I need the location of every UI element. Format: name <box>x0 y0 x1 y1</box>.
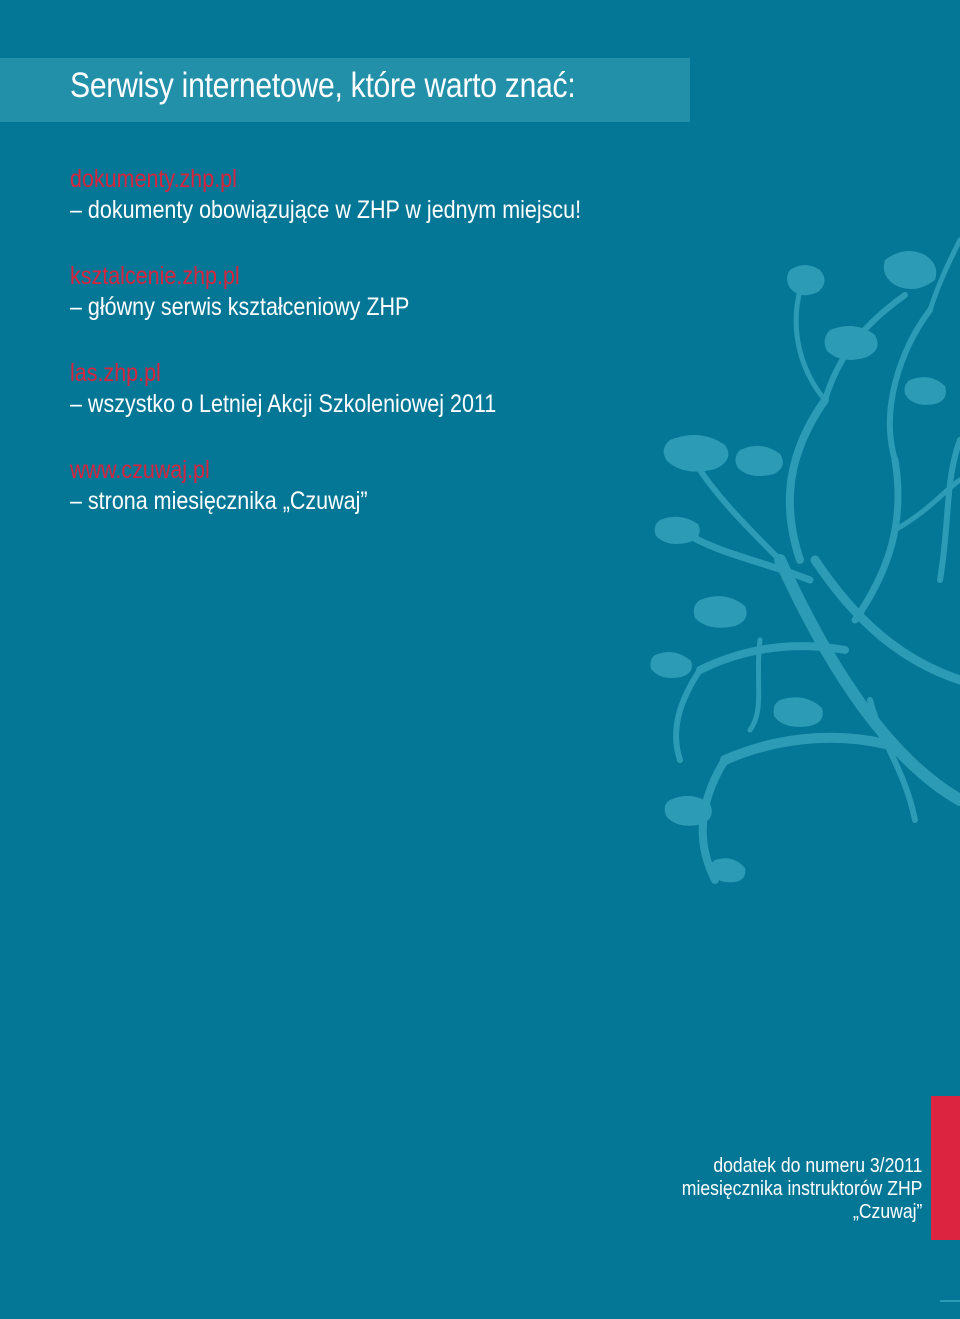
link-las[interactable]: las.zhp.pl <box>70 359 161 387</box>
link-description: – wszystko o Letniej Akcji Szkoleniowej 2011 <box>70 390 497 418</box>
link-description: – główny serwis kształceniowy ZHP <box>70 293 410 321</box>
link-czuwaj[interactable]: www.czuwaj.pl <box>70 456 210 484</box>
red-edge-tab <box>931 1096 960 1240</box>
link-dokumenty[interactable]: dokumenty.zhp.pl <box>70 165 237 193</box>
issue-note-line: „Czuwaj” <box>852 1201 922 1223</box>
corner-trim-mark <box>940 1296 960 1306</box>
issue-note <box>649 1155 922 1224</box>
tree-illustration <box>640 200 960 920</box>
list-item <box>70 358 690 455</box>
list-item <box>70 164 690 261</box>
link-description: – dokumenty obowiązujące w ZHP w jednym miejscu! <box>70 196 582 224</box>
list-item <box>70 261 690 358</box>
link-description: – strona miesięcznika „Czuwaj” <box>70 487 368 515</box>
page-title: Serwisy internetowe, które warto znać: <box>70 66 576 105</box>
issue-note-line: miesięcznika instruktorów ZHP <box>681 1178 922 1200</box>
website-list <box>70 164 690 552</box>
list-item <box>70 455 690 552</box>
link-ksztalcenie[interactable]: ksztalcenie.zhp.pl <box>70 262 240 290</box>
issue-note-line: dodatek do numeru 3/2011 <box>712 1155 922 1177</box>
